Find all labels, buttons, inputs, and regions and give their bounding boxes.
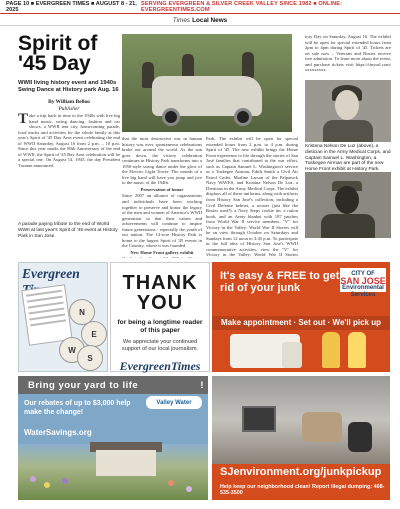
thank-you-logo: EvergreenTimes <box>119 359 201 373</box>
article-headline: Spirit of '45 Day <box>18 32 98 75</box>
worker-figure <box>348 332 366 368</box>
portrait-samuel <box>305 172 391 238</box>
flower-icon <box>30 476 36 482</box>
section-header <box>0 15 400 26</box>
portrait-face <box>335 90 359 120</box>
article-column-1 <box>18 113 120 218</box>
article-subhead: WWII living history event and 1940s Swing Dance at History park Aug. 16 <box>18 80 119 93</box>
truck-illustration <box>230 334 300 368</box>
photo-figure <box>242 52 254 78</box>
portraits-caption: Kristena Nelson De Luz (above), a dietician in the Army Medical Corps, and Captain Samuel L. Washington, a Tuskegee Airman are part of the new Home Front exhibit at History Park. <box>305 144 391 173</box>
valley-water-logo: Valley Water <box>146 396 202 409</box>
ad-thank-you[interactable] <box>110 262 210 372</box>
news-letter-ball: E <box>81 321 107 347</box>
section-name: Local News <box>192 16 228 24</box>
page-number: PAGE 10 ■ EVERGREEN TIMES ■ AUGUST 8 - 21, 2025 <box>6 0 137 13</box>
ad-evergreen-times[interactable] <box>18 262 108 372</box>
water-banner-text: Bring your yard to life <box>28 379 139 391</box>
ad-valley-water[interactable] <box>18 376 208 500</box>
masthead-tagline: SERVING EVERGREEN & SILVER CREEK VALLEY SINCE 1982 ■ ONLINE: EVERGREENTIMES.COM <box>141 0 343 13</box>
column-2c-text <box>122 256 202 258</box>
thank-you-line2: We appreciate your continued support of our local journalism. <box>121 339 199 352</box>
flower-icon <box>186 486 192 492</box>
article-column-2 <box>122 136 202 258</box>
parade-photo <box>122 34 292 132</box>
water-url[interactable]: WaterSavings.org <box>24 428 92 437</box>
dropcap: T <box>18 113 29 127</box>
water-banner-bang: ! <box>200 379 204 391</box>
junk-steps: Make appointment · Set out · We'll pick up <box>212 316 390 330</box>
env-url[interactable]: SJenvironment.org/junkpickup <box>220 466 382 478</box>
news-letter-ball: W <box>59 337 85 363</box>
column-1-text: ake a trip back in time to the 1940s with live big band music, swing dancing, fashion and car shows, a WWII tent city, homecoming parade, food trucks and activities for the whole family at this year's Spirit of '45 Day Area event celebrating the end of WWII Saturday, August 16 from 2 p.m. – 10 p.m. Since this year marks the 80th Anniversary of the end of WWII, the Spirit of '45 Bay Area celebration will be a special one. On August 14, 1945, the day President Truman announced <box>18 113 120 168</box>
portrait-body <box>323 120 373 142</box>
parade-photo-caption: A parade paying tribute to the end of World WWII at last year's Spirit of '45 event at History Park in San Jose. <box>18 222 118 239</box>
newspaper-icon <box>21 284 72 346</box>
water-rebate-text: Our rebates of up to $3,000 help make the change! <box>24 400 131 416</box>
byline-role: Publisher <box>58 105 80 112</box>
news-letter-ball: N <box>69 299 95 325</box>
column-2-text: that the most destructive war in human history was over, spontaneous celebrations broke out around the world. As the sun goes down, the victory celebration continues in History Park transforms into a 1950-style swing dance under the glow of the Electric Light Tower: The sounds of a live big band will have you jump and jive to the music of the 1940s. <box>122 136 202 186</box>
photo-wheel <box>234 108 252 126</box>
thank-you-line1: for being a longtime reader of this paper <box>117 319 203 334</box>
sj-dept: Environmental Services <box>342 285 384 298</box>
subhead-home-front: New Home Front gallery exhibit <box>130 249 194 255</box>
masthead-bar <box>0 0 400 14</box>
trash-bag-icon <box>348 422 372 452</box>
sj-city-of: CITY OF <box>351 271 375 277</box>
ad-junk-pickup[interactable] <box>212 262 390 372</box>
column-2b-text: Since 2007 an alliance of organizations and individuals have been working together to preserve and honor the legacy of the men and women of America's WWII generation so that their values and achievements will continue to inspire future generations - especially the youth of our nation. The 14-acre History Park is home to the largest Spirit of '45 events in the Country, where it was founded. <box>122 193 202 249</box>
article-column-4 <box>305 34 391 78</box>
flower-icon <box>44 482 50 488</box>
byline-name: By William Belloo <box>48 99 90 105</box>
flower-icon <box>62 478 68 484</box>
section-prefix: Times <box>172 16 191 24</box>
evergreen-times-logo: Evergreen <box>22 266 80 281</box>
tv-icon <box>242 406 276 432</box>
water-banner <box>18 376 208 394</box>
column-4-text: tory Day on Saturday, August 16. The exhibit will be open for special extended hours from 2pm to 4pm during Spirit of '45. Tickets are on sale now – Veterans and Rosies receive free admission. To learn more about the event, and purchase tickets visit https://tinyurl.com/ xxxxxxxxx. <box>305 34 391 73</box>
chair-icon <box>302 412 342 442</box>
sj-name: SAN JOSE <box>340 276 386 286</box>
san-jose-logo <box>340 268 386 298</box>
env-subline: Help keep our neighborhood clean! Report illegal dumping: 408-535-3500 <box>220 484 385 496</box>
column-3-text: Park. The exhibit will be open for special extended hours from 2 p.m. to 4 p.m. during Spirit of '45. The new exhibit brings the Home Front experience to life through the stories of San José families that contributed to the war effort, such as Captain Samuel L. Washington's service as a Tuskegee Airman, Edith Smith a Civil Air Patrol Cadet, Marline Larson of the Palpatuck Navy WAVES, and Kristina Nelson De Luz, a Dietician in the Army Medical Corps. The exhibit displays all of these uniforms, along with artifacts from History San José's collection, including a Civil Defense helmet, a rooster (just like the Rosies used!), a Navy Steps cookie tin, a ration book, and an Army blanket with 187 patches from World War II service members. "V" for Victory in the Valley: World War II Stories will be on view through October on Saturdays and Sundays from 12 noon to 3:45 p.m. To participate in the full idea of History San José's WWII commemorative activities, view the "V" for Victory in the Valley: World War II Stories <box>206 136 298 258</box>
news-letter-ball: S <box>77 345 103 371</box>
article-column-3 <box>206 136 298 258</box>
byline <box>18 99 120 112</box>
junk-headline: It's easy & FREE to get rid of your junk <box>220 270 340 294</box>
subhead-preservation: Preservation of honor <box>140 186 184 192</box>
portrait-face <box>335 186 359 214</box>
worker-figure <box>322 332 340 368</box>
portrait-body <box>321 214 375 238</box>
photo-wheel <box>162 108 180 126</box>
house-illustration <box>96 450 156 476</box>
junk-pile-photo <box>212 376 390 464</box>
flower-icon <box>168 480 174 486</box>
thank-you-title: THANK YOU <box>122 272 198 314</box>
ad-sj-environment[interactable] <box>212 376 390 500</box>
portrait-kristena <box>305 80 391 142</box>
